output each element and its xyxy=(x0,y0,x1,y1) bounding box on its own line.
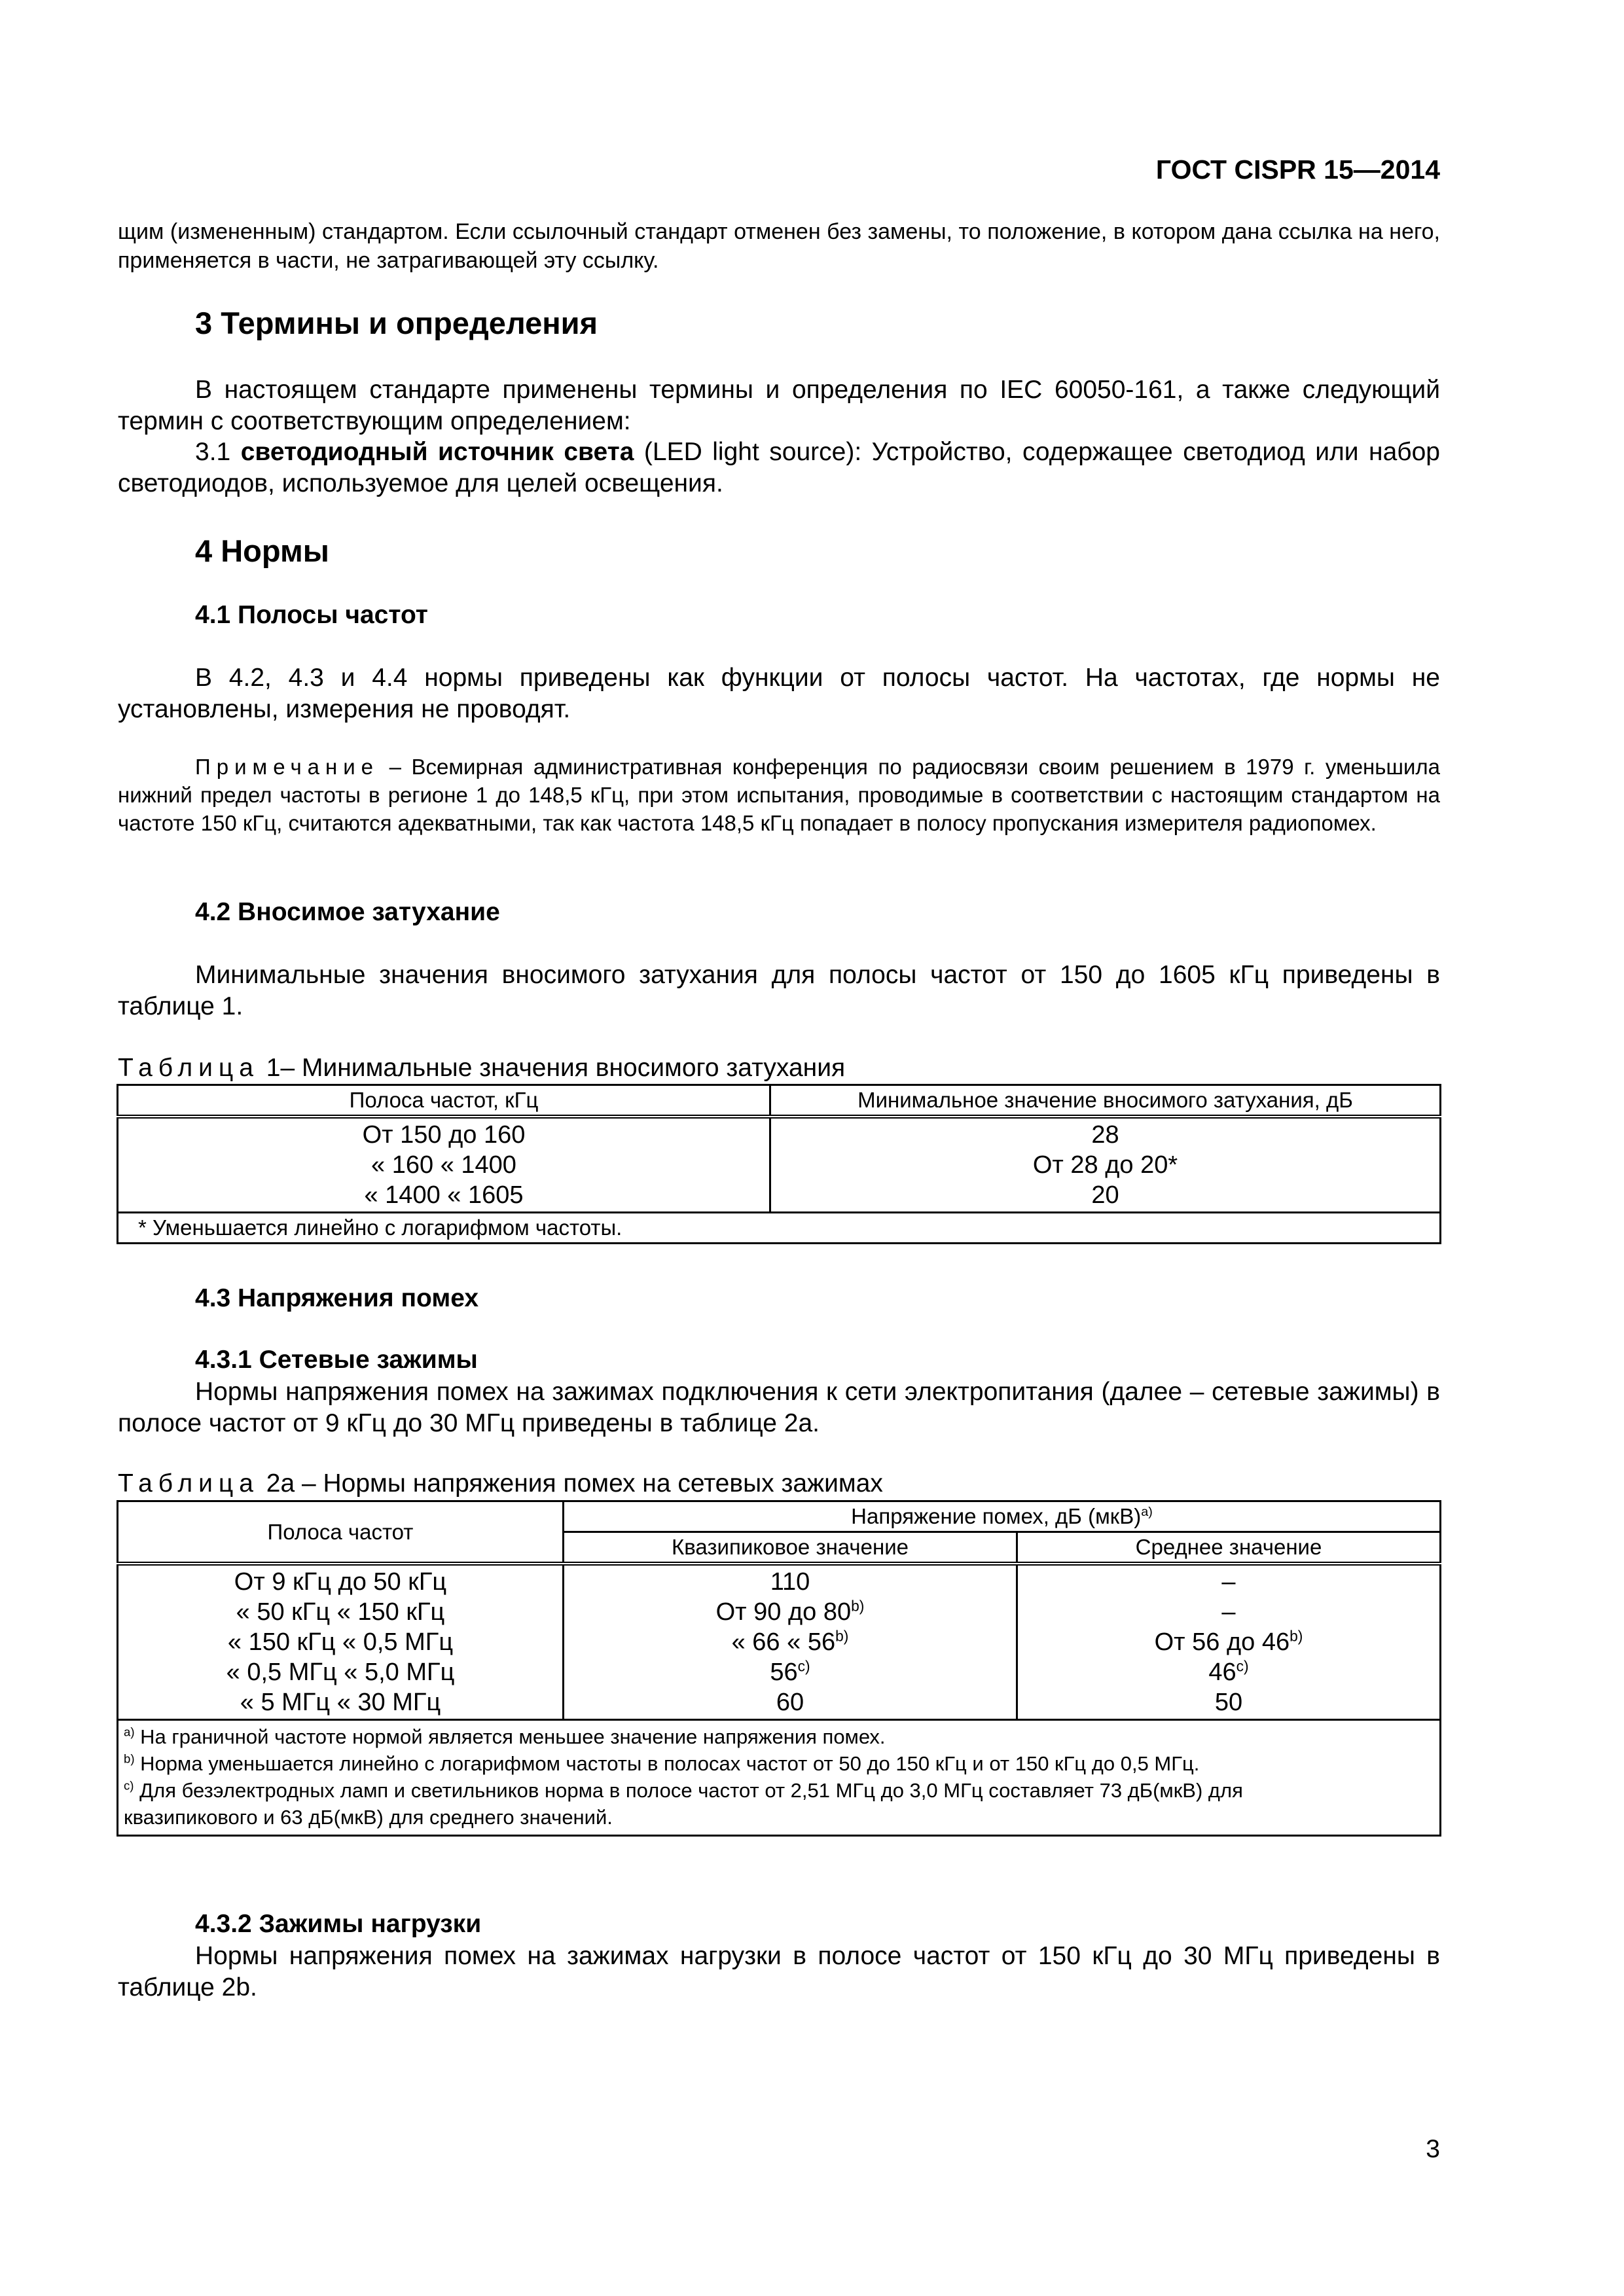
table-row: 46$^{c)}$ xyxy=(1208,1657,1249,1686)
section-3-paragraph: В настоящем стандарте применены термины и определения по IEC 60050-161, а также следующий термин с соответствующим определением: xyxy=(118,376,1440,435)
table-row: 50 xyxy=(1214,1689,1243,1716)
term-number: 3.1 xyxy=(195,438,241,466)
table-1-band-cell xyxy=(118,1117,770,1213)
document-id: ГОСТ CISPR 15—2014 xyxy=(1155,154,1440,185)
table-row: « 66 « 56$^{b)}$ xyxy=(731,1627,849,1656)
table-row: « 150 кГц « 0,5 МГц xyxy=(227,1628,454,1656)
table-2a-footnotes-row xyxy=(118,1720,1441,1836)
table-1-body-row xyxy=(118,1117,1441,1213)
section-4-title: 4 Нормы xyxy=(195,533,329,568)
table-2a-band-cell xyxy=(118,1564,564,1720)
table-row: 60 xyxy=(776,1689,804,1716)
table-2a-body-row xyxy=(118,1564,1441,1720)
table-row: « 1400 « 1605 xyxy=(364,1181,524,1209)
term-definition xyxy=(118,437,1440,499)
table-row: От 9 кГц до 50 кГц xyxy=(234,1568,447,1596)
table-row: От 150 до 160 xyxy=(362,1121,526,1149)
table-row: 20 xyxy=(1091,1181,1119,1209)
table-1 xyxy=(117,1084,1441,1244)
table-1-caption-text: 1– Минимальные значения вносимого затухания xyxy=(259,1054,846,1082)
table-2a-header-band: Полоса частот xyxy=(118,1501,564,1564)
section-4-3-2-title: 4.3.2 Зажимы нагрузки xyxy=(195,1910,482,1938)
table-2a-footnote-a: $^{а)}$ На граничной частоте нормой является меньшее значение напряжения помех. xyxy=(124,1725,886,1748)
table-1-caption xyxy=(118,1054,845,1083)
table-1-header-value: Минимальное значение вносимого затухания, дБ xyxy=(770,1085,1441,1117)
table-2a-caption-label: Таблица xyxy=(118,1469,259,1498)
table-row: От 28 до 20* xyxy=(1032,1151,1178,1179)
section-4-3-2-paragraph: Нормы напряжения помех на зажимах нагрузки в полосе частот от 150 кГц до 30 МГц приведены в таблице 2b. xyxy=(118,1942,1440,2001)
table-2a-caption-text: 2а – Нормы напряжения помех на сетевых зажимах xyxy=(259,1469,883,1498)
table-row: От 90 до 80$^{b)}$ xyxy=(715,1597,865,1626)
table-row: « 160 « 1400 xyxy=(371,1151,516,1179)
table-1-value-cell xyxy=(770,1117,1441,1213)
table-2a-average-cell xyxy=(1017,1564,1441,1720)
intro-paragraph: щим (измененным) стандартом. Если ссылочный стандарт отменен без замены, то положение, в котором дана ссылка на него, применяется в части, не затрагивающей эту ссылку. xyxy=(118,219,1440,273)
section-4-2-paragraph: Минимальные значения вносимого затухания для полосы частот от 150 до 1605 кГц приведены в таблице 1. xyxy=(118,961,1440,1020)
table-row: – xyxy=(1221,1568,1236,1596)
table-1-footnote: * Уменьшается линейно с логарифмом частоты. xyxy=(118,1213,1441,1244)
table-1-header-row xyxy=(118,1085,1441,1117)
table-2a-footnote-b: $^{b)}$ Норма уменьшается линейно с логарифмом частоты в полосах частот от 50 до 150 кГц и от 150 кГц до 0,5 МГц. xyxy=(124,1751,1200,1775)
section-3-title: 3 Термины и определения xyxy=(195,306,598,340)
section-4-3-1-title: 4.3.1 Сетевые зажимы xyxy=(195,1346,478,1374)
table-2a-header-voltage-text: Напряжение помех, дБ (мкВ) xyxy=(851,1504,1142,1528)
table-row: – xyxy=(1221,1598,1236,1626)
table-row: 110 xyxy=(770,1568,810,1596)
table-row: « 0,5 МГц « 5,0 МГц xyxy=(226,1659,455,1686)
table-1-footnote-row xyxy=(118,1213,1441,1244)
section-4-3-1-paragraph: Нормы напряжения помех на зажимах подключения к сети электропитания (далее – сетевые зажимы) в полосе частот от 9 кГц до 30 МГц приведены в таблице 2а. xyxy=(118,1378,1440,1437)
page-number: 3 xyxy=(1426,2135,1440,2163)
table-2a-quasipeak-cell xyxy=(564,1564,1017,1720)
section-4-2-title: 4.2 Вносимое затухание xyxy=(195,898,500,926)
table-2a-header-quasipeak: Квазипиковое значение xyxy=(564,1532,1017,1564)
table-row: « 5 МГц « 30 МГц xyxy=(240,1689,441,1716)
table-row: От 56 до 46$^{b)}$ xyxy=(1154,1627,1303,1656)
table-2a xyxy=(117,1500,1441,1837)
table-row: 28 xyxy=(1091,1121,1119,1149)
table-2a-footnotes xyxy=(118,1720,1441,1836)
table-row: « 50 кГц « 150 кГц xyxy=(236,1598,445,1626)
table-2a-header-average: Среднее значение xyxy=(1017,1532,1441,1564)
table-2a-header-voltage xyxy=(564,1501,1441,1532)
table-2a-caption xyxy=(118,1469,883,1498)
table-2a-header-row-1 xyxy=(118,1501,1441,1532)
table-1-header-band: Полоса частот, кГц xyxy=(118,1085,770,1117)
table-2a-footnote-c: $^{с)}$ Для безэлектродных ламп и светильников норма в полосе частот от 2,51 МГц до 3,0 МГц составляет 73 дБ(мкВ) для квазипикового и 63 дБ(мкВ) для среднего значений. xyxy=(124,1778,1243,1829)
note-label: Примечание xyxy=(195,755,380,779)
note xyxy=(118,753,1440,837)
term-description: (LED light source): Устройство, содержащее светодиод или набор светодиодов, используемое для целей освещения. xyxy=(118,438,1440,497)
note-text: – Всемирная административная конференция по радиосвязи своим решением в 1979 г. уменьшила нижний предел частоты в регионе 1 до 148,5 кГц, при этом испытания, проводимые в соответствии с настоящим стандартом на частоте 150 кГц, считаются адекватными, так как частота 148,5 кГц попадает в полосу пропускания измерителя радиопомех. xyxy=(118,755,1440,835)
table-1-caption-label: Таблица xyxy=(118,1054,259,1082)
footnote-marker: а) xyxy=(1141,1505,1153,1519)
term-name: светодиодный источник света xyxy=(240,438,634,466)
table-row: 56$^{c)}$ xyxy=(770,1657,810,1686)
section-4-3-title: 4.3 Напряжения помех xyxy=(195,1284,479,1312)
section-4-1-paragraph: В 4.2, 4.3 и 4.4 нормы приведены как функции от полосы частот. На частотах, где нормы не установлены, измерения не проводят. xyxy=(118,664,1440,723)
section-4-1-title: 4.1 Полосы частот xyxy=(195,601,428,629)
